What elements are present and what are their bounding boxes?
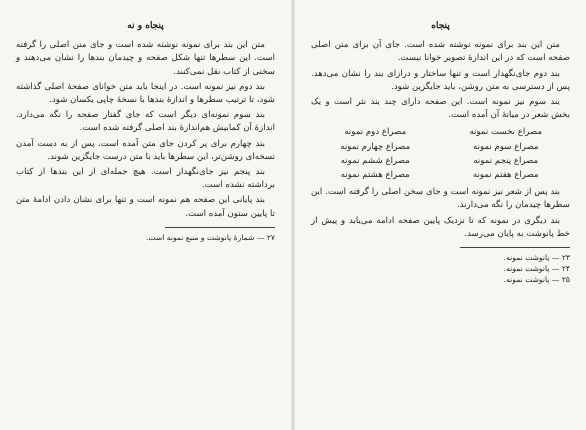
paragraph: بند دوم نیز نمونه است. در اینجا باید متن خوانای صفحهٔ اصلی گذاشته شود، تا ترتیب سطرها و اندازهٔ بندها با نسخهٔ چاپی یکسان شود.	[16, 81, 275, 106]
left-page	[0, 0, 291, 430]
page-header: پنجاه و نه	[127, 21, 164, 31]
paragraph: متن این بند برای نمونه نوشته شده است. جای آن برای متن اصلی صفحه است که در این اندازهٔ تصویر خوانا نیست.	[311, 40, 570, 64]
verse-line: مصراع سوم نمونه	[472, 141, 539, 152]
footnote: ۲۵ — پانوشت نمونه.	[503, 275, 570, 285]
verse-line: مصراع دوم نمونه	[344, 127, 407, 138]
verse-line: مصراع نخست نمونه	[469, 127, 543, 138]
footnote: ۲۴ — پانوشت نمونه.	[503, 264, 570, 274]
paragraph: بند دوم جای‌نگهدار است و تنها ساختار و درازای بند را نشان می‌دهد. پس از دسترسی به متن روشن، باید جایگزین شود.	[311, 68, 570, 92]
paragraph: بند سوم نمونه‌ای دیگر است که جای گفتار صفحه را نگه می‌دارد. اندازهٔ آن کمابیش هم‌اندازهٔ بند اصلی گرفته شده است.	[16, 110, 275, 134]
footnote: ۲۳ — پانوشت نمونه.	[503, 253, 570, 263]
verse-line: مصراع هفتم نمونه	[472, 170, 539, 181]
page-header: پنجاه	[431, 21, 450, 31]
paragraph: بند سوم نیز نمونه است. این صفحه دارای چند بند نثر است و یک بخش شعر در میانهٔ آن آمده است.	[311, 97, 570, 121]
verse-block	[317, 126, 564, 182]
left-body	[16, 39, 275, 221]
paragraph: بند پایانی این صفحه هم نمونه است و تنها برای نشان دادن ادامهٔ متن تا پایین ستون آمده است.	[16, 195, 275, 219]
paragraph: متن این بند برای نمونه نوشته شده است و جای متن اصلی را گرفته است. این سطرها تنها شکل صفحه و چیدمان بندها را نشان می‌دهند و سخنی از کتاب نقل نمی‌کنند.	[16, 40, 275, 77]
footnote-rule	[460, 247, 570, 248]
right-page	[295, 0, 586, 430]
paragraph: بند دیگری در نمونه که تا نزدیک پایین صفحه ادامه می‌یابد و پیش از خط پانوشت به پایان می‌رسد.	[311, 215, 570, 239]
verse-line: مصراع چهارم نمونه	[340, 141, 411, 152]
right-body	[311, 39, 570, 241]
footnote: ۲۷ — شمارهٔ پانوشت و منبع نمونه است.	[146, 232, 275, 242]
paragraph: بند پنجم نیز جای‌نگهدار است. هیچ جمله‌ای از این بندها از کتاب برداشته نشده است.	[16, 167, 275, 191]
verse-line: مصراع پنجم نمونه	[473, 155, 539, 166]
verse-line: مصراع هشتم نمونه	[340, 170, 410, 181]
paragraph: بند پس از شعر نیز نمونه است و جای سخن اصلی را گرفته است. این سطرها چیدمان را نگه می‌دارند.	[311, 187, 570, 211]
footnote-rule	[165, 227, 275, 228]
paragraph: بند چهارم برای پر کردن جای متن آمده است. پس از به دست آمدن نسخه‌ای روشن‌تر، این سطرها باید با متن درست جایگزین شوند.	[16, 138, 275, 162]
verse-line: مصراع ششم نمونه	[340, 155, 410, 166]
